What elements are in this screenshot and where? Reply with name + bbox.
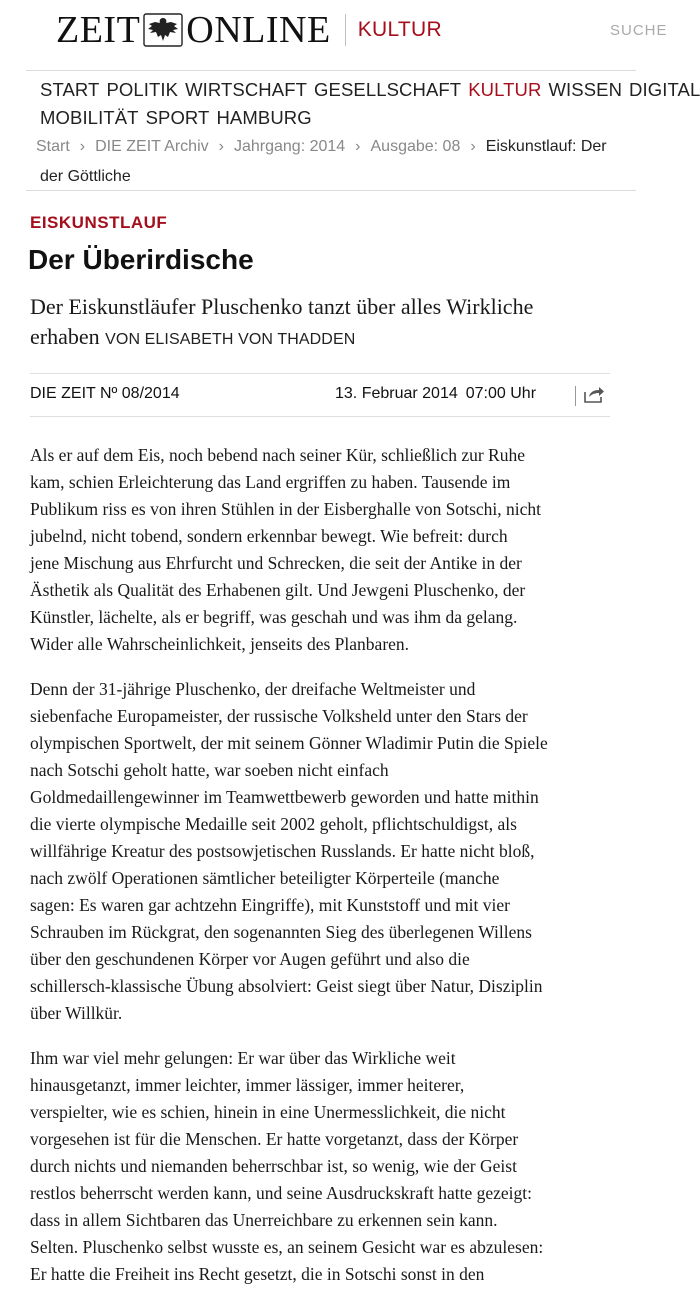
time-value: 07:00 Uhr: [465, 385, 537, 402]
text-line: vorgesehen ist für die Menschen. Er hatte vorgetanzt, dass der Körper: [30, 1129, 519, 1149]
date-value: 13. Februar 2014: [335, 385, 458, 402]
logo-online[interactable]: ONLINE: [186, 9, 331, 51]
text-line: willfährige Kreatur des postsowjetischen Russlands. Er hatte nicht bloß,: [30, 841, 535, 861]
text-line: über Willkür.: [30, 1003, 123, 1023]
article-byline[interactable]: VON ELISABETH VON THADDEN: [105, 331, 356, 348]
nav-item-start[interactable]: START: [40, 79, 100, 100]
text-line: Wider alle Wahrscheinlichkeit, jenseits des Planbaren.: [30, 634, 410, 654]
article-kicker: EISKUNSTLAUF: [30, 213, 168, 232]
breadcrumb-archiv[interactable]: DIE ZEIT Archiv: [95, 138, 209, 155]
breadcrumb-jahrgang[interactable]: Jahrgang: 2014: [233, 138, 346, 155]
eagle-crest-icon[interactable]: [143, 13, 183, 47]
text-line: Künstler, lächelte, als er begriff, was geschah und was ihm da gelang.: [30, 607, 518, 627]
site-header: [56, 10, 442, 50]
breadcrumb-separator: ›: [79, 138, 86, 155]
breadcrumb-row-1: [36, 132, 676, 162]
text-line: restlos beherrscht werden kann, und seine Ausdruckskraft hatte gezeigt:: [30, 1183, 532, 1203]
text-line: jene Mischung aus Ehrfurcht und Schrecken, die seit der Antike in der: [30, 553, 522, 573]
breadcrumb-separator: ›: [470, 138, 476, 155]
search-link[interactable]: SUCHE: [610, 22, 668, 39]
text-line: hinausgetanzt, immer leichter, immer lässiger, immer heiterer,: [30, 1075, 465, 1095]
nav-item-gesellschaft[interactable]: GESELLSCHAFT: [314, 79, 462, 100]
nav-item-mobilitaet[interactable]: MOBILITÄT: [40, 107, 139, 128]
header-divider: [345, 14, 346, 46]
text-line: kam, schien Erleichterung das Land ergriffen zu haben. Tausende im: [30, 472, 511, 492]
text-line: Selten. Pluschenko selbst wusste es, an seinem Gesicht war es abzulesen:: [30, 1237, 544, 1257]
section-link[interactable]: KULTUR: [357, 18, 442, 41]
text-line: jubelnd, nicht tobend, sondern erkennbar bewegt. Wie befreit: durch: [30, 526, 508, 546]
breadcrumb-current-continued: der Göttliche: [40, 168, 131, 185]
text-line: Publikum riss es von ihren Stühlen in der Eisberghalle von Sotschi, nicht: [30, 499, 542, 519]
subtitle-line: Der Eiskunstläufer Pluschenko tanzt über alles Wirkliche: [30, 294, 534, 319]
text-line: durch nichts und niemanden beherrschbar ist, so wenig, wie der Geist: [30, 1156, 517, 1176]
text-line: die vierte olympische Medaille seit 2002 geholt, pflichtschuldigst, als: [30, 814, 517, 834]
publish-date: [335, 385, 536, 403]
breadcrumb-separator: ›: [355, 138, 361, 155]
article-meta: [30, 373, 610, 417]
breadcrumb: [36, 132, 676, 192]
article-paragraph: [30, 1045, 630, 1288]
nav-item-politik[interactable]: POLITIK: [106, 79, 179, 100]
article-paragraph: [30, 442, 630, 658]
text-line: verspielter, wie es schien, hinein in eine Unermesslichkeit, die nicht: [30, 1102, 506, 1122]
breadcrumb-ausgabe[interactable]: Ausgabe: 08: [370, 138, 461, 155]
nav-item-kultur[interactable]: KULTUR: [468, 79, 542, 100]
article-body: [30, 442, 630, 1306]
meta-divider: [575, 386, 576, 406]
share-icon[interactable]: [583, 384, 605, 404]
article-paragraph: [30, 676, 630, 1027]
breadcrumb-current: Eiskunstlauf: Der: [485, 138, 607, 155]
text-line: Als er auf dem Eis, noch bebend nach seiner Kür, schließlich zur Ruhe: [30, 445, 525, 465]
text-line: Er hatte die Freiheit ins Recht gesetzt, die in Sotschi sonst in den: [30, 1264, 485, 1284]
nav-item-digital[interactable]: DIGITAL: [629, 79, 700, 100]
text-line: schillersch-klassische Übung absolviert: Geist siegt über Natur, Disziplin: [30, 976, 543, 996]
subtitle-line: erhaben: [30, 324, 100, 349]
nav-item-sport[interactable]: SPORT: [145, 107, 210, 128]
text-line: Denn der 31-jährige Pluschenko, der dreifache Weltmeister und: [30, 679, 476, 699]
breadcrumb-rule: [26, 190, 636, 191]
article-title: Der Überirdische: [28, 244, 254, 275]
article-subtitle: [30, 292, 620, 355]
nav-row-1: [40, 76, 700, 104]
text-line: Schrauben im Rückgrat, den sogenannten Sieg des überlegenen Willens: [30, 922, 532, 942]
text-line: Ihm war viel mehr gelungen: Er war über das Wirkliche weit: [30, 1048, 456, 1068]
text-line: nach zwölf Operationen sämtlicher beteiligter Körperteile (manche: [30, 868, 500, 888]
breadcrumb-start[interactable]: Start: [36, 138, 70, 155]
main-navigation: [40, 76, 700, 132]
breadcrumb-separator: ›: [218, 138, 224, 155]
nav-item-hamburg[interactable]: HAMBURG: [216, 107, 312, 128]
text-line: nach Sotschi geholt hatte, war soeben nicht einfach: [30, 760, 389, 780]
text-line: Ästhetik als Qualität des Erhabenen gilt. Und Jewgeni Pluschenko, der: [30, 580, 526, 600]
issue-number[interactable]: DIE ZEIT Nº 08/2014: [30, 385, 180, 402]
header-rule: [26, 70, 636, 71]
text-line: siebenfache Europameister, der russische Volksheld unter den Stars der: [30, 706, 528, 726]
breadcrumb-row-2: [36, 162, 676, 192]
text-line: olympischen Sportwelt, der mit seinem Gönner Wladimir Putin die Spiele: [30, 733, 548, 753]
text-line: Goldmedaillengewinner im Teamwettbewerb geworden und hatte mithin: [30, 787, 539, 807]
text-line: sagen: Es waren gar achtzehn Eingriffe), mit Kunststoff und mit vier: [30, 895, 510, 915]
nav-item-wissen[interactable]: WISSEN: [548, 79, 623, 100]
nav-row-2: [40, 104, 660, 132]
logo-zeit[interactable]: ZEIT: [56, 9, 141, 51]
text-line: dass in allem Sichtbaren das Unerreichbare zu erkennen sein kann.: [30, 1210, 498, 1230]
text-line: über den geschundenen Körper vor Augen geführt und also die: [30, 949, 470, 969]
nav-item-wirtschaft[interactable]: WIRTSCHAFT: [185, 79, 308, 100]
